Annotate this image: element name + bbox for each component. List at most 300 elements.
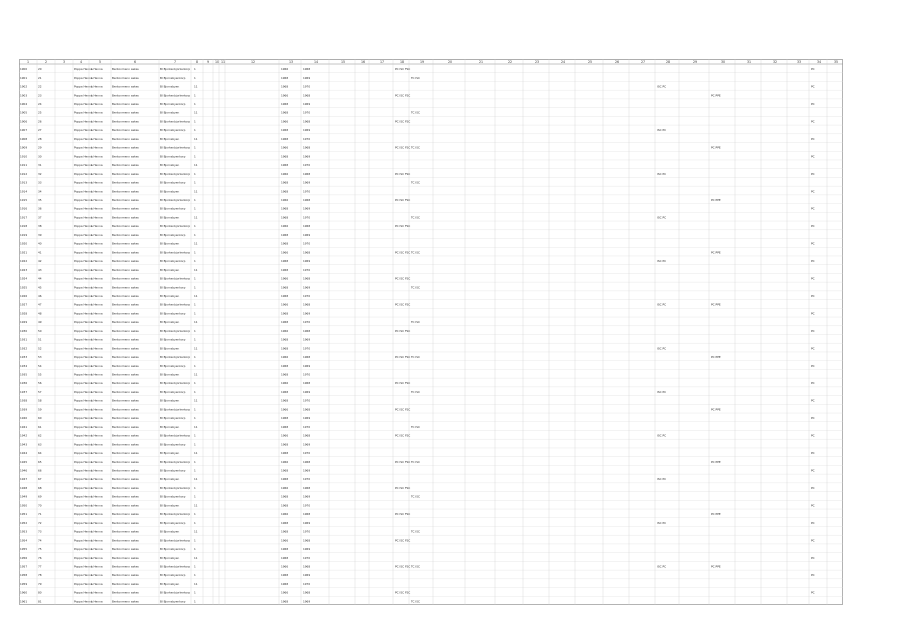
cell-location: Bl Bjornsbyenkorp	[160, 547, 186, 552]
cell-code: 1	[194, 538, 196, 543]
cell-name: Poppa Henna	[74, 424, 93, 429]
cell-value: 1969	[303, 547, 311, 552]
cell-note: PC	[811, 538, 815, 543]
column-header: 33	[797, 60, 802, 64]
cell-note: PC	[811, 328, 815, 333]
column-header: 23	[535, 60, 540, 64]
cell-value: 1968	[303, 276, 311, 281]
cell-code: 11	[194, 477, 198, 482]
cell-value: 1969	[303, 416, 311, 421]
cell-location: Bl Bjorkenbjorkerkorp	[160, 276, 191, 281]
cell-value: 1970	[303, 267, 311, 272]
cell-note: TC ISC	[411, 424, 420, 429]
cell-id: 1928	[20, 311, 28, 316]
cell-id: 1942	[20, 433, 28, 438]
cell-desc: Bentonmenn askes	[112, 381, 139, 386]
cell-desc: Bentonmenn askes	[112, 197, 139, 202]
cell-desc: Bentonmenn askes	[112, 241, 139, 246]
cell-value: 1969	[303, 285, 311, 290]
cell-type: L Henna	[91, 346, 103, 351]
cell-value: 1966	[281, 564, 289, 569]
cell-num: 63	[38, 442, 42, 447]
cell-code: 11	[194, 215, 198, 220]
cell-value: 1968	[281, 346, 289, 351]
cell-num: 22	[38, 84, 42, 89]
cell-code: 1	[194, 416, 196, 421]
cell-value: 1968	[281, 416, 289, 421]
cell-id: 1961	[20, 599, 28, 604]
cell-id: 1939	[20, 407, 28, 412]
cell-type: L Henna	[91, 337, 103, 342]
cell-value: 1970	[303, 503, 311, 508]
cell-code: 11	[194, 555, 198, 560]
cell-name: Poppa Henna	[74, 555, 93, 560]
cell-num: 20	[38, 67, 42, 72]
cell-type: L Henna	[91, 328, 103, 333]
cell-type: L Henna	[91, 215, 103, 220]
cell-type: L Henna	[91, 459, 103, 464]
cell-num: 55	[38, 372, 42, 377]
cell-num: 69	[38, 494, 42, 499]
cell-type: L Henna	[91, 154, 103, 159]
cell-code: 1	[194, 93, 196, 98]
cell-id: 1951	[20, 512, 28, 517]
column-header: 4	[80, 60, 83, 64]
cell-code: 11	[194, 110, 198, 115]
cell-location: Bl Bjorkenbjorkerkorp	[160, 119, 191, 124]
sheet-border	[20, 60, 843, 605]
cell-code: 1	[194, 520, 196, 525]
cell-note: PC	[811, 259, 815, 264]
cell-code: 11	[194, 529, 198, 534]
cell-desc: Bentonmenn askes	[112, 451, 139, 456]
cell-desc: Bentonmenn askes	[112, 599, 139, 604]
cell-note: ISC PC	[657, 215, 667, 220]
cell-value: 1969	[303, 573, 311, 578]
cell-desc: Bentonmenn askes	[112, 564, 139, 569]
cell-value: 1968	[281, 372, 289, 377]
cell-note: TC ISC	[411, 459, 420, 464]
cell-code: 11	[194, 451, 198, 456]
cell-desc: Bentonmenn askes	[112, 442, 139, 447]
cell-num: 37	[38, 215, 42, 220]
cell-location: Bl Bjornsbyenkorp	[160, 206, 186, 211]
cell-desc: Bentonmenn askes	[112, 180, 139, 185]
cell-type: L Henna	[91, 547, 103, 552]
cell-type: L Henna	[91, 67, 103, 72]
cell-name: Poppa Henna	[74, 529, 93, 534]
cell-value: 1968	[303, 145, 311, 150]
column-header: 34	[817, 60, 822, 64]
cell-value: 1968	[281, 293, 289, 298]
cell-desc: Bentonmenn askes	[112, 494, 139, 499]
cell-num: 30	[38, 154, 42, 159]
cell-location: Bl Bjorkenbjorkerkorp	[160, 512, 191, 517]
cell-num: 29	[38, 145, 42, 150]
cell-num: 74	[38, 538, 42, 543]
cell-name: Poppa Henna	[74, 599, 93, 604]
cell-id: 1921	[20, 250, 28, 255]
cell-value: 1969	[303, 154, 311, 159]
cell-note: PC	[811, 102, 815, 107]
cell-value: 1970	[303, 424, 311, 429]
cell-value: 1966	[281, 197, 289, 202]
cell-desc: Bentonmenn askes	[112, 259, 139, 264]
cell-num: 21	[38, 75, 42, 80]
cell-value: 1968	[281, 84, 289, 89]
cell-num: 77	[38, 564, 42, 569]
cell-value: 1968	[281, 320, 289, 325]
cell-num: 79	[38, 581, 42, 586]
cell-id: 1911	[20, 163, 28, 168]
cell-desc: Bentonmenn askes	[112, 337, 139, 342]
cell-id: 1902	[20, 84, 28, 89]
cell-desc: Bentonmenn askes	[112, 206, 139, 211]
cell-num: 48	[38, 311, 42, 316]
cell-value: 1969	[303, 494, 311, 499]
cell-location: Bl Bjornsbyen	[160, 293, 180, 298]
cell-note: PC	[811, 67, 815, 72]
cell-note: PC	[811, 206, 815, 211]
cell-note: ISC PC	[657, 259, 667, 264]
cell-desc: Bentonmenn askes	[112, 189, 139, 194]
cell-id: 1924	[20, 276, 28, 281]
column-header: 11	[221, 60, 226, 64]
cell-type: L Henna	[91, 267, 103, 272]
column-header: 5	[99, 60, 102, 64]
cell-name: Poppa Henna	[74, 259, 93, 264]
cell-location: Bl Bjornsbyenkorp	[160, 285, 186, 290]
cell-id: 1953	[20, 529, 28, 534]
cell-note: PC	[811, 503, 815, 508]
cell-id: 1943	[20, 442, 28, 447]
cell-value: 1969	[303, 128, 311, 133]
cell-value: 1969	[303, 180, 311, 185]
cell-desc: Bentonmenn askes	[112, 215, 139, 220]
cell-code: 11	[194, 581, 198, 586]
cell-num: 25	[38, 110, 42, 115]
cell-note: PC ISC FSC	[395, 564, 411, 569]
cell-note: PC	[811, 84, 815, 89]
cell-note: ISC PC	[657, 302, 667, 307]
cell-value: 1970	[303, 189, 311, 194]
cell-num: 62	[38, 433, 42, 438]
cell-value: 1970	[303, 136, 311, 141]
cell-note: PC	[811, 416, 815, 421]
cell-id: 1948	[20, 485, 28, 490]
cell-type: L Henna	[91, 276, 103, 281]
cell-desc: Bentonmenn askes	[112, 276, 139, 281]
cell-value: 1969	[303, 468, 311, 473]
cell-name: Poppa Henna	[74, 363, 93, 368]
cell-code: 1	[194, 468, 196, 473]
cell-type: L Henna	[91, 302, 103, 307]
cell-name: Poppa Henna	[74, 337, 93, 342]
cell-id: 1936	[20, 381, 28, 386]
cell-type: L Henna	[91, 311, 103, 316]
cell-name: Poppa Henna	[74, 206, 93, 211]
cell-code: 1	[194, 442, 196, 447]
cell-num: 66	[38, 468, 42, 473]
cell-value: 1966	[281, 145, 289, 150]
cell-desc: Bentonmenn askes	[112, 468, 139, 473]
cell-type: L Henna	[91, 171, 103, 176]
cell-name: Poppa Henna	[74, 573, 93, 578]
cell-code: 1	[194, 512, 196, 517]
cell-id: 1905	[20, 110, 28, 115]
cell-value: 1968	[281, 494, 289, 499]
cell-name: Poppa Henna	[74, 276, 93, 281]
cell-id: 1941	[20, 424, 28, 429]
cell-name: Poppa Henna	[74, 468, 93, 473]
cell-id: 1925	[20, 285, 28, 290]
cell-value: 1969	[303, 206, 311, 211]
cell-location: Bl Bjornsbyenkorp	[160, 337, 186, 342]
cell-note: PC ISC FSC	[395, 381, 411, 386]
column-header: 14	[314, 60, 319, 64]
cell-id: 1910	[20, 154, 28, 159]
cell-value: 1968	[281, 503, 289, 508]
cell-name: Poppa Henna	[74, 451, 93, 456]
cell-name: Poppa Henna	[74, 311, 93, 316]
cell-code: 1	[194, 276, 196, 281]
cell-value: 1966	[281, 459, 289, 464]
cell-type: L Henna	[91, 407, 103, 412]
cell-name: Poppa Henna	[74, 477, 93, 482]
cell-note: TC ISC	[411, 389, 420, 394]
cell-num: 81	[38, 599, 42, 604]
cell-value: 1970	[303, 110, 311, 115]
cell-value: 1968	[281, 451, 289, 456]
cell-value: 1968	[281, 232, 289, 237]
cell-id: 1916	[20, 206, 28, 211]
cell-num: 43	[38, 267, 42, 272]
cell-code: 1	[194, 311, 196, 316]
cell-type: L Henna	[91, 538, 103, 543]
cell-type: L Henna	[91, 573, 103, 578]
cell-value: 1968	[281, 285, 289, 290]
cell-code: 1	[194, 154, 196, 159]
cell-code: 1	[194, 363, 196, 368]
cell-value: 1968	[281, 389, 289, 394]
cell-note: PC	[811, 520, 815, 525]
cell-type: L Henna	[91, 232, 103, 237]
column-header: 27	[641, 60, 646, 64]
cell-type: L Henna	[91, 494, 103, 499]
cell-id: 1914	[20, 189, 28, 194]
cell-value: 1969	[303, 599, 311, 604]
cell-value: 1970	[303, 529, 311, 534]
cell-name: Poppa Henna	[74, 250, 93, 255]
cell-name: Poppa Henna	[74, 389, 93, 394]
cell-type: L Henna	[91, 320, 103, 325]
cell-desc: Bentonmenn askes	[112, 372, 139, 377]
cell-note: PC ISC FSC	[395, 93, 411, 98]
cell-id: 1960	[20, 590, 28, 595]
column-header: 12	[251, 60, 256, 64]
cell-note: PC ISC FSC	[395, 459, 411, 464]
cell-num: 35	[38, 197, 42, 202]
cell-code: 1	[194, 206, 196, 211]
cell-value: 1968	[281, 529, 289, 534]
cell-value: 1966	[281, 328, 289, 333]
cell-value: 1968	[281, 75, 289, 80]
cell-type: L Henna	[91, 84, 103, 89]
cell-note: TC ISC	[411, 110, 420, 115]
cell-type: L Henna	[91, 136, 103, 141]
cell-desc: Bentonmenn askes	[112, 110, 139, 115]
cell-desc: Bentonmenn askes	[112, 163, 139, 168]
cell-code: 1	[194, 599, 196, 604]
cell-value: 1968	[281, 520, 289, 525]
column-header: 20	[448, 60, 453, 64]
cell-name: Poppa Henna	[74, 102, 93, 107]
cell-note: PC	[811, 154, 815, 159]
cell-code: 1	[194, 407, 196, 412]
cell-type: L Henna	[91, 529, 103, 534]
cell-location: Bl Bjornsbyen	[160, 320, 180, 325]
cell-desc: Bentonmenn askes	[112, 590, 139, 595]
cell-name: Poppa Henna	[74, 75, 93, 80]
cell-id: 1903	[20, 93, 28, 98]
cell-name: Poppa Henna	[74, 267, 93, 272]
cell-value: 1966	[281, 590, 289, 595]
cell-location: Bl Bjornsbyenkorp	[160, 232, 186, 237]
cell-desc: Bentonmenn askes	[112, 84, 139, 89]
cell-note: PC	[811, 398, 815, 403]
cell-name: Poppa Henna	[74, 564, 93, 569]
column-header: 24	[561, 60, 566, 64]
cell-location: Bl Bjornsbyen	[160, 136, 180, 141]
cell-type: L Henna	[91, 416, 103, 421]
cell-num: 51	[38, 337, 42, 342]
cell-type: L Henna	[91, 442, 103, 447]
cell-code: 1	[194, 119, 196, 124]
cell-desc: Bentonmenn askes	[112, 433, 139, 438]
cell-type: L Henna	[91, 451, 103, 456]
cell-type: L Henna	[91, 75, 103, 80]
cell-num: 68	[38, 485, 42, 490]
cell-note: TC ISC	[411, 180, 420, 185]
cell-id: 1913	[20, 180, 28, 185]
cell-code: 1	[194, 232, 196, 237]
cell-code: 1	[194, 389, 196, 394]
cell-value: 1968	[281, 363, 289, 368]
column-header: 22	[508, 60, 513, 64]
cell-value: 1970	[303, 215, 311, 220]
cell-desc: Bentonmenn askes	[112, 529, 139, 534]
cell-num: 75	[38, 547, 42, 552]
cell-note: PC	[811, 293, 815, 298]
cell-location: Bl Bjornsbyenkorp	[160, 75, 186, 80]
cell-location: Bl Bjornsbyenkorp	[160, 494, 186, 499]
cell-code: 1	[194, 573, 196, 578]
cell-type: L Henna	[91, 206, 103, 211]
column-header: 17	[380, 60, 385, 64]
cell-type: L Henna	[91, 163, 103, 168]
cell-note: PC	[811, 381, 815, 386]
cell-desc: Bentonmenn askes	[112, 512, 139, 517]
cell-value: 1969	[303, 520, 311, 525]
cell-code: 1	[194, 485, 196, 490]
cell-note: PC PPE	[711, 355, 721, 360]
cell-name: Poppa Henna	[74, 320, 93, 325]
column-header: 8	[196, 60, 199, 64]
cell-type: L Henna	[91, 119, 103, 124]
cell-id: 1945	[20, 459, 28, 464]
cell-code: 1	[194, 102, 196, 107]
cell-num: 59	[38, 407, 42, 412]
cell-location: Bl Bjorkenbjorkerkorp	[160, 302, 191, 307]
cell-desc: Bentonmenn askes	[112, 93, 139, 98]
cell-note: PC	[811, 189, 815, 194]
cell-note: PC ISC FSC	[395, 276, 411, 281]
cell-desc: Bentonmenn askes	[112, 67, 139, 72]
cell-location: Bl Bjornsbyen	[160, 424, 180, 429]
cell-desc: Bentonmenn askes	[112, 145, 139, 150]
cell-location: Bl Bjornsbyenkorp	[160, 442, 186, 447]
cell-note: ISC PC	[657, 520, 667, 525]
cell-desc: Bentonmenn askes	[112, 477, 139, 482]
cell-id: 1906	[20, 119, 28, 124]
cell-name: Poppa Henna	[74, 328, 93, 333]
cell-value: 1970	[303, 372, 311, 377]
cell-value: 1970	[303, 163, 311, 168]
cell-location: Bl Bjorkenbjorkerkorp	[160, 485, 191, 490]
cell-name: Poppa Henna	[74, 93, 93, 98]
cell-desc: Bentonmenn askes	[112, 573, 139, 578]
cell-location: Bl Bjorkenbjorkerkorp	[160, 67, 191, 72]
cell-num: 54	[38, 363, 42, 368]
cell-name: Poppa Henna	[74, 407, 93, 412]
cell-num: 41	[38, 250, 42, 255]
cell-value: 1966	[281, 433, 289, 438]
cell-name: Poppa Henna	[74, 232, 93, 237]
cell-desc: Bentonmenn askes	[112, 250, 139, 255]
cell-id: 1915	[20, 197, 28, 202]
cell-num: 40	[38, 241, 42, 246]
cell-value: 1968	[303, 67, 311, 72]
cell-desc: Bentonmenn askes	[112, 171, 139, 176]
cell-location: Bl Bjornsbyenkorp	[160, 599, 186, 604]
cell-desc: Bentonmenn askes	[112, 416, 139, 421]
cell-type: L Henna	[91, 485, 103, 490]
cell-id: 1956	[20, 555, 28, 560]
cell-note: PC ISC FSC	[395, 145, 411, 150]
cell-note: ISC PC	[657, 128, 667, 133]
cell-desc: Bentonmenn askes	[112, 320, 139, 325]
cell-desc: Bentonmenn askes	[112, 355, 139, 360]
cell-note: TC ISC	[411, 145, 420, 150]
cell-name: Poppa Henna	[74, 293, 93, 298]
cell-num: 36	[38, 206, 42, 211]
cell-type: L Henna	[91, 355, 103, 360]
cell-desc: Bentonmenn askes	[112, 389, 139, 394]
cell-type: L Henna	[91, 180, 103, 185]
cell-location: Bl Bjorkenbjorkerkorp	[160, 197, 191, 202]
cell-note: PC	[811, 224, 815, 229]
column-header: 21	[479, 60, 484, 64]
cell-location: Bl Bjornsbyen	[160, 451, 180, 456]
cell-id: 1922	[20, 259, 28, 264]
cell-name: Poppa Henna	[74, 398, 93, 403]
cell-id: 1937	[20, 389, 28, 394]
cell-code: 11	[194, 84, 198, 89]
cell-location: Bl Bjornsbyen	[160, 555, 180, 560]
cell-value: 1969	[303, 442, 311, 447]
cell-name: Poppa Henna	[74, 171, 93, 176]
cell-num: 57	[38, 389, 42, 394]
